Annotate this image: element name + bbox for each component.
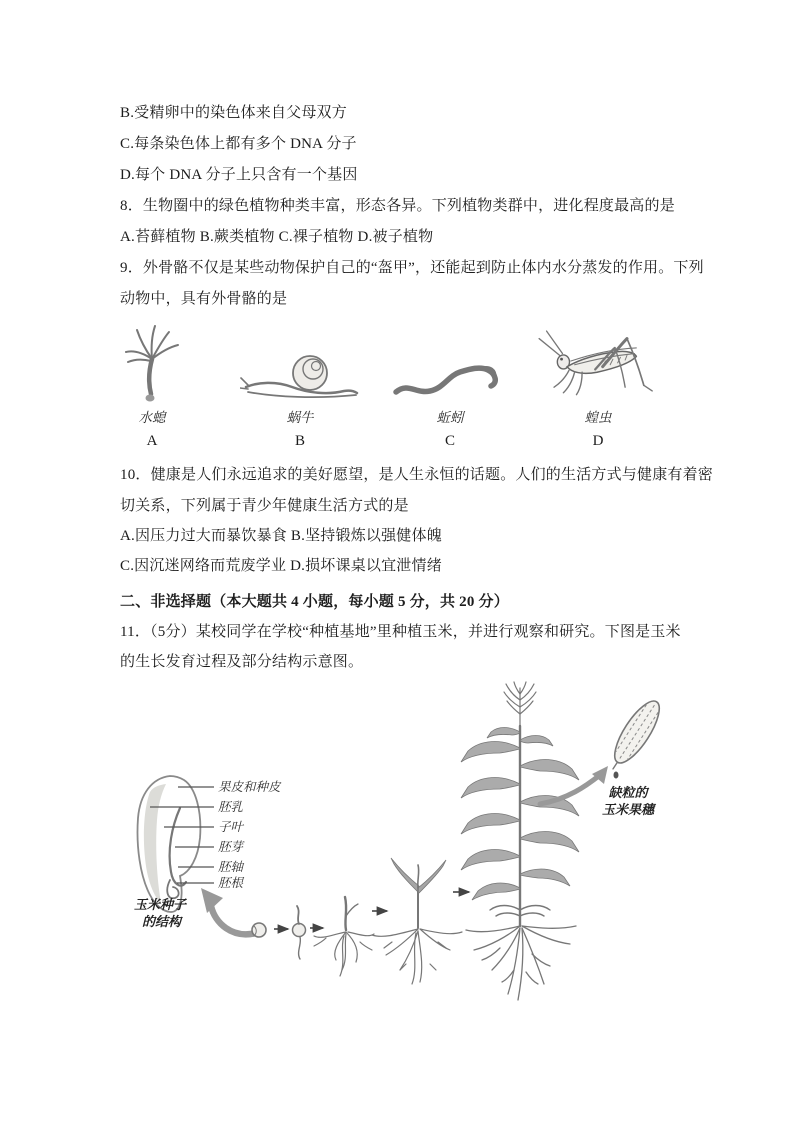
- animal-option-d: [520, 318, 676, 450]
- section2-header: 二、非选择题（本大题共 4 小题，每小题 5 分，共 20 分）: [120, 594, 509, 610]
- locust-illustration: [523, 318, 673, 404]
- growth-stage-3-seedling: [314, 897, 374, 976]
- q8-stem: 8．生物圈中的绿色植物种类丰富，形态各异。下列植物类群中，进化程度最高的是: [120, 198, 675, 214]
- corn-ear-illustration: [602, 695, 667, 817]
- animal-name: 水螅: [138, 410, 166, 425]
- seed-label-hypocotyl: 胚轴: [218, 860, 244, 874]
- hydra-icon: [107, 322, 197, 404]
- q10-options-line2: C.因沉迷网络而荒废学业 D.损坏课桌以宜泄情绪: [120, 558, 442, 574]
- seed-caption-line1: 玉米种子: [134, 897, 187, 912]
- q9-stem-line2: 动物中，具有外骨骼的是: [120, 291, 288, 307]
- animal-option-a: [95, 318, 209, 450]
- tassel: [504, 682, 536, 726]
- q9-stem-line1: 9．外骨骼不仅是某些动物保护自己的“盔甲”，还能起到防止体内水分蒸发的作用。下列: [120, 260, 704, 276]
- snail-illustration: [240, 318, 360, 404]
- corn-diagram-svg: [120, 680, 680, 1020]
- animal-letter: B: [294, 433, 305, 449]
- animal-letter: C: [444, 433, 455, 449]
- q7-option-c: C.每条染色体上都有多个 DNA 分子: [120, 136, 357, 152]
- growth-stage-4-young-plant: [372, 858, 462, 984]
- q7-option-b: B.受精卵中的染色体来自父母双方: [120, 105, 347, 121]
- q10-stem-line2: 切关系，下列属于青少年健康生活方式的是: [120, 498, 409, 514]
- earthworm-icon: [390, 356, 510, 404]
- q7-option-d: D.每个 DNA 分子上只含有一个基因: [120, 167, 358, 183]
- seed-zoom-arrow-icon: [201, 888, 256, 934]
- animal-name: 蜗牛: [286, 410, 314, 425]
- earthworm-illustration: [390, 318, 510, 404]
- animal-option-b: [240, 318, 360, 450]
- animal-letter: A: [146, 433, 158, 449]
- animal-option-c: [385, 318, 515, 450]
- q10-options-line1: A.因压力过大而暴饮暴食 B.坚持锻炼以强健体魄: [120, 528, 442, 544]
- q10-stem-line1: 10．健康是人们永远追求的美好愿望，是人生永恒的话题。人们的生活方式与健康有着密: [120, 467, 714, 483]
- seed-label-radicle: 胚根: [218, 876, 244, 890]
- animal-letter: D: [592, 433, 604, 449]
- growth-stage-1-seed: [252, 923, 266, 937]
- seed-caption-line2: 的结构: [142, 914, 182, 929]
- animal-name: 蚯蚓: [436, 410, 464, 425]
- plant-roots: [466, 926, 576, 1000]
- ear-caption-line1: 缺粒的: [608, 785, 648, 800]
- q11-stem-line2: 的生长发育过程及部分结构示意图。: [120, 654, 364, 670]
- seed-label-endosperm: 胚乳: [218, 800, 244, 814]
- growth-stage-2-germination: [293, 906, 306, 959]
- q8-options: A.苔藓植物 B.蕨类植物 C.裸子植物 D.被子植物: [120, 229, 434, 245]
- ear-caption-line2: 玉米果穗: [601, 802, 655, 817]
- corn-growth-diagram: [120, 680, 680, 1025]
- snail-icon: [240, 346, 360, 404]
- hydra-illustration: [107, 318, 197, 404]
- animal-name: 蝗虫: [584, 410, 612, 425]
- growth-stage-5-mature-plant: [461, 682, 579, 1000]
- locust-icon: [523, 318, 673, 404]
- seed-label-cotyledon: 子叶: [218, 820, 244, 834]
- seed-label-pericarp: 果皮和种皮: [218, 780, 281, 794]
- q11-stem-line1: 11．（5分）某校同学在学校“种植基地”里种植玉米，并进行观察和研究。下图是玉米: [120, 624, 681, 640]
- seed-label-plumule: 胚芽: [218, 840, 244, 854]
